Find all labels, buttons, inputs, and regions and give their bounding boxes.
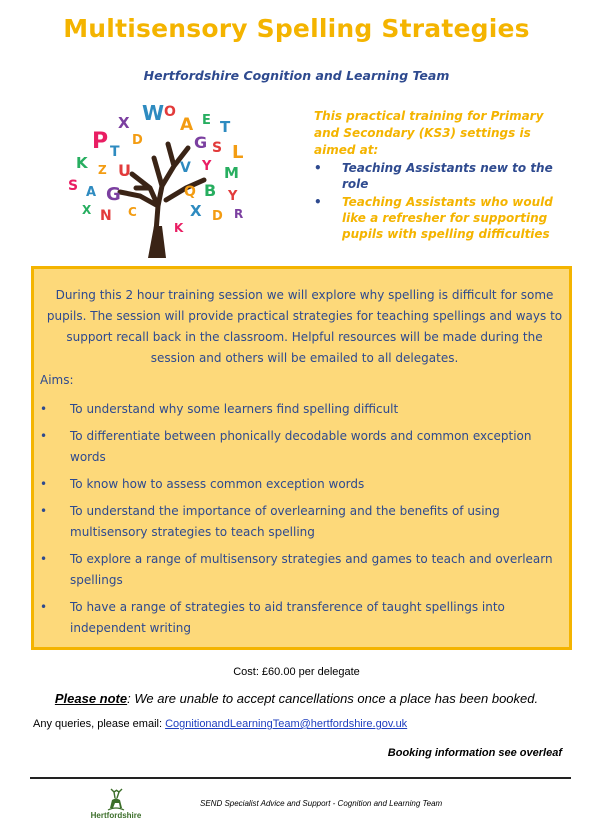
audience-item: Teaching Assistants who would like a refresher for supporting pupils with spelling difficulties xyxy=(342,195,553,241)
email-link[interactable]: CognitionandLearningTeam@hertfordshire.gov.uk xyxy=(165,718,408,730)
aim-text: To know how to assess common exception words xyxy=(70,477,365,491)
svg-text:G: G xyxy=(106,184,121,205)
svg-text:O: O xyxy=(164,104,176,120)
svg-text:C: C xyxy=(128,205,137,219)
svg-text:A: A xyxy=(180,115,194,135)
svg-text:E: E xyxy=(202,113,211,128)
list-item xyxy=(40,597,565,639)
svg-text:X: X xyxy=(190,202,202,220)
bullet-icon: • xyxy=(40,402,48,416)
svg-text:T: T xyxy=(220,118,231,136)
aims-heading: Aims: xyxy=(40,373,74,387)
svg-text:D: D xyxy=(212,209,223,224)
svg-text:X: X xyxy=(82,203,92,217)
query-line xyxy=(33,718,407,730)
svg-text:A: A xyxy=(86,185,97,200)
footer-logo-text: Hertfordshire xyxy=(90,811,142,820)
list-item xyxy=(40,399,565,420)
svg-text:S: S xyxy=(212,140,223,156)
booking-info: Booking information see overleaf xyxy=(387,747,562,759)
svg-text:X: X xyxy=(118,114,130,132)
list-item xyxy=(314,194,564,242)
bullet-icon: • xyxy=(314,195,322,209)
svg-text:V: V xyxy=(180,160,191,176)
aims-list xyxy=(40,399,565,639)
letter-tree-icon xyxy=(62,96,272,258)
footer-text: SEND Specialist Advice and Support - Cognition and Learning Team xyxy=(200,799,443,808)
aim-text: To understand why some learners find spelling difficult xyxy=(70,402,399,416)
svg-text:G: G xyxy=(194,133,208,152)
session-info-box xyxy=(31,266,572,650)
intro-text: This practical training for Primary and Secondary (KS3) settings is aimed at: xyxy=(314,109,544,157)
svg-text:P: P xyxy=(92,129,109,154)
svg-text:Q: Q xyxy=(184,184,196,200)
svg-text:U: U xyxy=(118,161,131,180)
session-description: During this 2 hour training session we will explore why spelling is difficult for some pupils. The session will provide practical strategies for teaching spellings and ways to support recall back in the classroom. Helpful resources will be made during the session and others will be emailed to all delegates. xyxy=(46,288,563,365)
svg-text:K: K xyxy=(174,221,184,235)
bullet-icon: • xyxy=(40,600,48,614)
aim-text: To have a range of strategies to aid transference of taught spellings into independent writing xyxy=(70,600,505,635)
svg-text:Z: Z xyxy=(98,163,107,177)
bullet-icon: • xyxy=(314,161,322,175)
svg-text:R: R xyxy=(234,207,244,221)
svg-text:K: K xyxy=(76,154,88,172)
svg-text:L: L xyxy=(232,142,244,163)
aim-text: To explore a range of multisensory strategies and games to teach and overlearn spellings xyxy=(70,552,553,587)
list-item xyxy=(40,474,565,495)
cost-text: Cost: £60.00 per delegate xyxy=(233,666,360,678)
svg-text:M: M xyxy=(224,164,239,182)
svg-text:D: D xyxy=(132,133,143,148)
bullet-icon: • xyxy=(40,552,48,566)
cancellation-note xyxy=(0,691,593,706)
svg-text:N: N xyxy=(100,208,112,224)
divider xyxy=(30,777,571,779)
note-label: Please note xyxy=(54,691,128,706)
audience-item: Teaching Assistants new to the role xyxy=(342,161,553,191)
bullet-icon: • xyxy=(40,504,48,518)
svg-text:W: W xyxy=(142,101,165,125)
page-title: Multisensory Spelling Strategies xyxy=(63,14,530,43)
aim-text: To differentiate between phonically decodable words and common exception words xyxy=(70,429,532,464)
query-label: Any queries, please email: xyxy=(33,718,166,730)
bullet-icon: • xyxy=(40,429,48,443)
svg-text:B: B xyxy=(204,181,217,200)
svg-text:T: T xyxy=(110,144,120,160)
bullet-icon: • xyxy=(40,477,48,491)
svg-text:Y: Y xyxy=(202,159,212,174)
audience-list xyxy=(314,160,564,244)
list-item xyxy=(314,160,564,192)
team-subtitle: Hertfordshire Cognition and Learning Team xyxy=(143,68,450,83)
list-item xyxy=(40,501,565,543)
note-text: : We are unable to accept cancellations once a place has been booked. xyxy=(127,691,539,706)
svg-text:S: S xyxy=(68,178,79,194)
list-item xyxy=(40,426,565,468)
aim-text: To understand the importance of overlearning and the benefits of using multisensory strategies to teach spelling xyxy=(70,504,500,539)
svg-text:Y: Y xyxy=(228,189,238,204)
list-item xyxy=(40,549,565,591)
